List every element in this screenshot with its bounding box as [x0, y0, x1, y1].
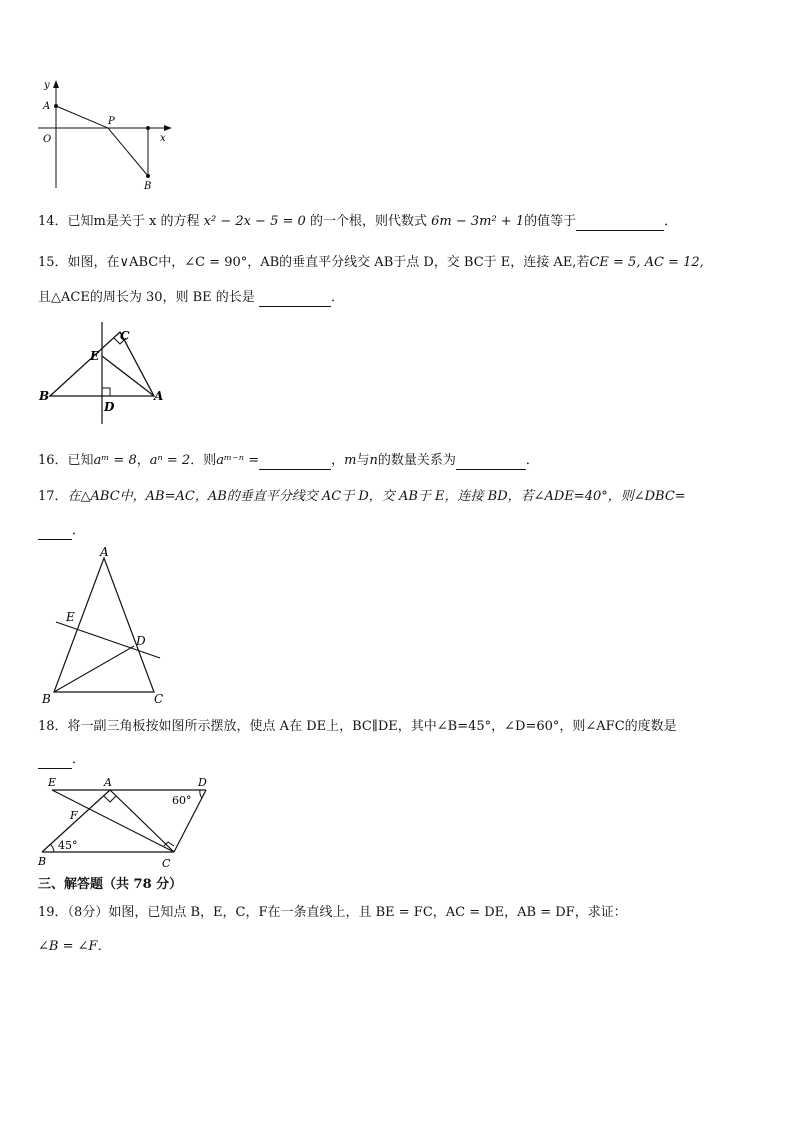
q16-condition2: aⁿ = 2: [149, 453, 191, 468]
q15-answer-blank[interactable]: [259, 292, 331, 307]
fig18-label-d: D: [198, 776, 207, 789]
question-17-line1: [38, 488, 686, 506]
q14-text-post: 的值等于: [524, 214, 577, 229]
q18-text1: 将一副三角板按如图所示摆放，使点 A在 DE上，BC∥DE，其中∠B=45°，∠D=60°，则∠AFC的度数是: [67, 719, 677, 734]
q15-number: 15．: [38, 255, 68, 270]
fig18-angle-45: 45°: [58, 839, 78, 852]
fig15-label-d: D: [104, 400, 115, 414]
q13-coordinate-figure: [30, 78, 180, 198]
q16-answer-blank-2[interactable]: [456, 455, 526, 470]
q16-answer-blank-1[interactable]: [259, 455, 331, 470]
q14-expression: 6m − 3m² + 1: [431, 214, 525, 229]
fig17-label-b: B: [42, 692, 51, 706]
q17-end: ．: [72, 523, 86, 538]
q18-number: 18．: [38, 719, 68, 734]
fig18-label-c: C: [162, 857, 171, 870]
q14-answer-blank[interactable]: [576, 216, 664, 231]
fig15-label-c: C: [120, 329, 130, 343]
q15-text1: 如图，在∨ABC中，∠C = 90°，AB的垂直平分线交 AB于点 D，交 BC于 E，连接 AE,若: [67, 255, 590, 270]
q16-expression: aᵐ⁻ⁿ =: [216, 453, 260, 468]
question-19-line1: [38, 904, 627, 922]
question-18-line2: [38, 751, 85, 769]
question-18-line1: [38, 718, 677, 736]
q16-text1: 已知: [67, 453, 94, 468]
q16-text-yu: 与: [356, 453, 370, 468]
q16-text3: ，: [331, 453, 345, 468]
question-17-line2: [38, 522, 85, 540]
fig13-label-o: O: [43, 134, 52, 145]
q17-number: 17．: [38, 489, 68, 504]
q16-condition1: aᵐ = 8: [93, 453, 137, 468]
fig15-label-e: E: [90, 349, 100, 363]
fig13-label-p: P: [108, 116, 115, 127]
fig18-label-a: A: [104, 776, 112, 789]
q18-answer-blank[interactable]: [38, 754, 72, 769]
fig17-label-a: A: [100, 546, 109, 559]
q14-text-pre: 已知m是关于 x 的方程: [67, 214, 200, 229]
q15-condition: CE = 5, AC = 12,: [589, 255, 704, 270]
fig13-label-y: y: [44, 80, 50, 91]
fig17-label-e: E: [66, 610, 75, 624]
section-3-heading: 三、解答题（共 78 分）: [38, 877, 183, 892]
q14-text-mid: 的一个根，则代数式: [309, 214, 427, 229]
fig15-label-b: B: [39, 389, 50, 403]
fig15-label-a: A: [154, 389, 164, 403]
q15-triangle-figure: [36, 318, 176, 428]
q18-end: ．: [72, 752, 86, 767]
fig17-label-c: C: [154, 692, 164, 706]
question-14: [38, 213, 677, 231]
fig18-label-b: B: [38, 855, 47, 868]
question-16: [38, 452, 539, 470]
question-15-line2: [38, 289, 344, 307]
fig18-label-e: E: [48, 776, 57, 789]
question-19-line2: [38, 938, 111, 956]
q16-number: 16．: [38, 453, 68, 468]
q15-end: ．: [330, 290, 344, 305]
q16-end: ．: [525, 453, 539, 468]
q17-text1: 在△ABC中，AB=AC，AB的垂直平分线交 AC于 D，交 AB于 E，连接 BD，若∠ADE=40°，则∠DBC=: [67, 489, 686, 504]
q14-number: 14．: [38, 214, 68, 229]
q15-text2: 且△ACE的周长为 30，则 BE 的长是: [38, 290, 255, 305]
fig17-label-d: D: [136, 634, 146, 648]
q19-text2: ∠B = ∠F．: [38, 939, 111, 954]
q17-triangle-figure: [34, 546, 174, 708]
q19-text1: （8分）如图，已知点 B，E，C，F在一条直线上，且 BE = FC，AC = DE，AB = DF，求证：: [67, 905, 627, 920]
q16-separator: ，: [136, 453, 150, 468]
q18-triangle-boards-figure: [34, 772, 224, 872]
fig13-label-x: x: [160, 133, 166, 144]
fig13-label-a: A: [43, 101, 51, 112]
q17-answer-blank[interactable]: [38, 525, 72, 540]
q16-var-m: m: [344, 453, 357, 468]
q14-equation: x² − 2x − 5 = 0: [203, 214, 306, 229]
q19-number: 19．: [38, 905, 68, 920]
q16-var-n: n: [369, 453, 378, 468]
fig18-angle-60: 60°: [172, 794, 192, 807]
q16-text2: ．则: [190, 453, 217, 468]
fig13-label-b: B: [144, 181, 152, 192]
fig18-label-f: F: [70, 809, 78, 822]
question-15-line1: [38, 254, 704, 272]
q14-end: ．: [664, 214, 678, 229]
q16-text4: 的数量关系为: [377, 453, 456, 468]
